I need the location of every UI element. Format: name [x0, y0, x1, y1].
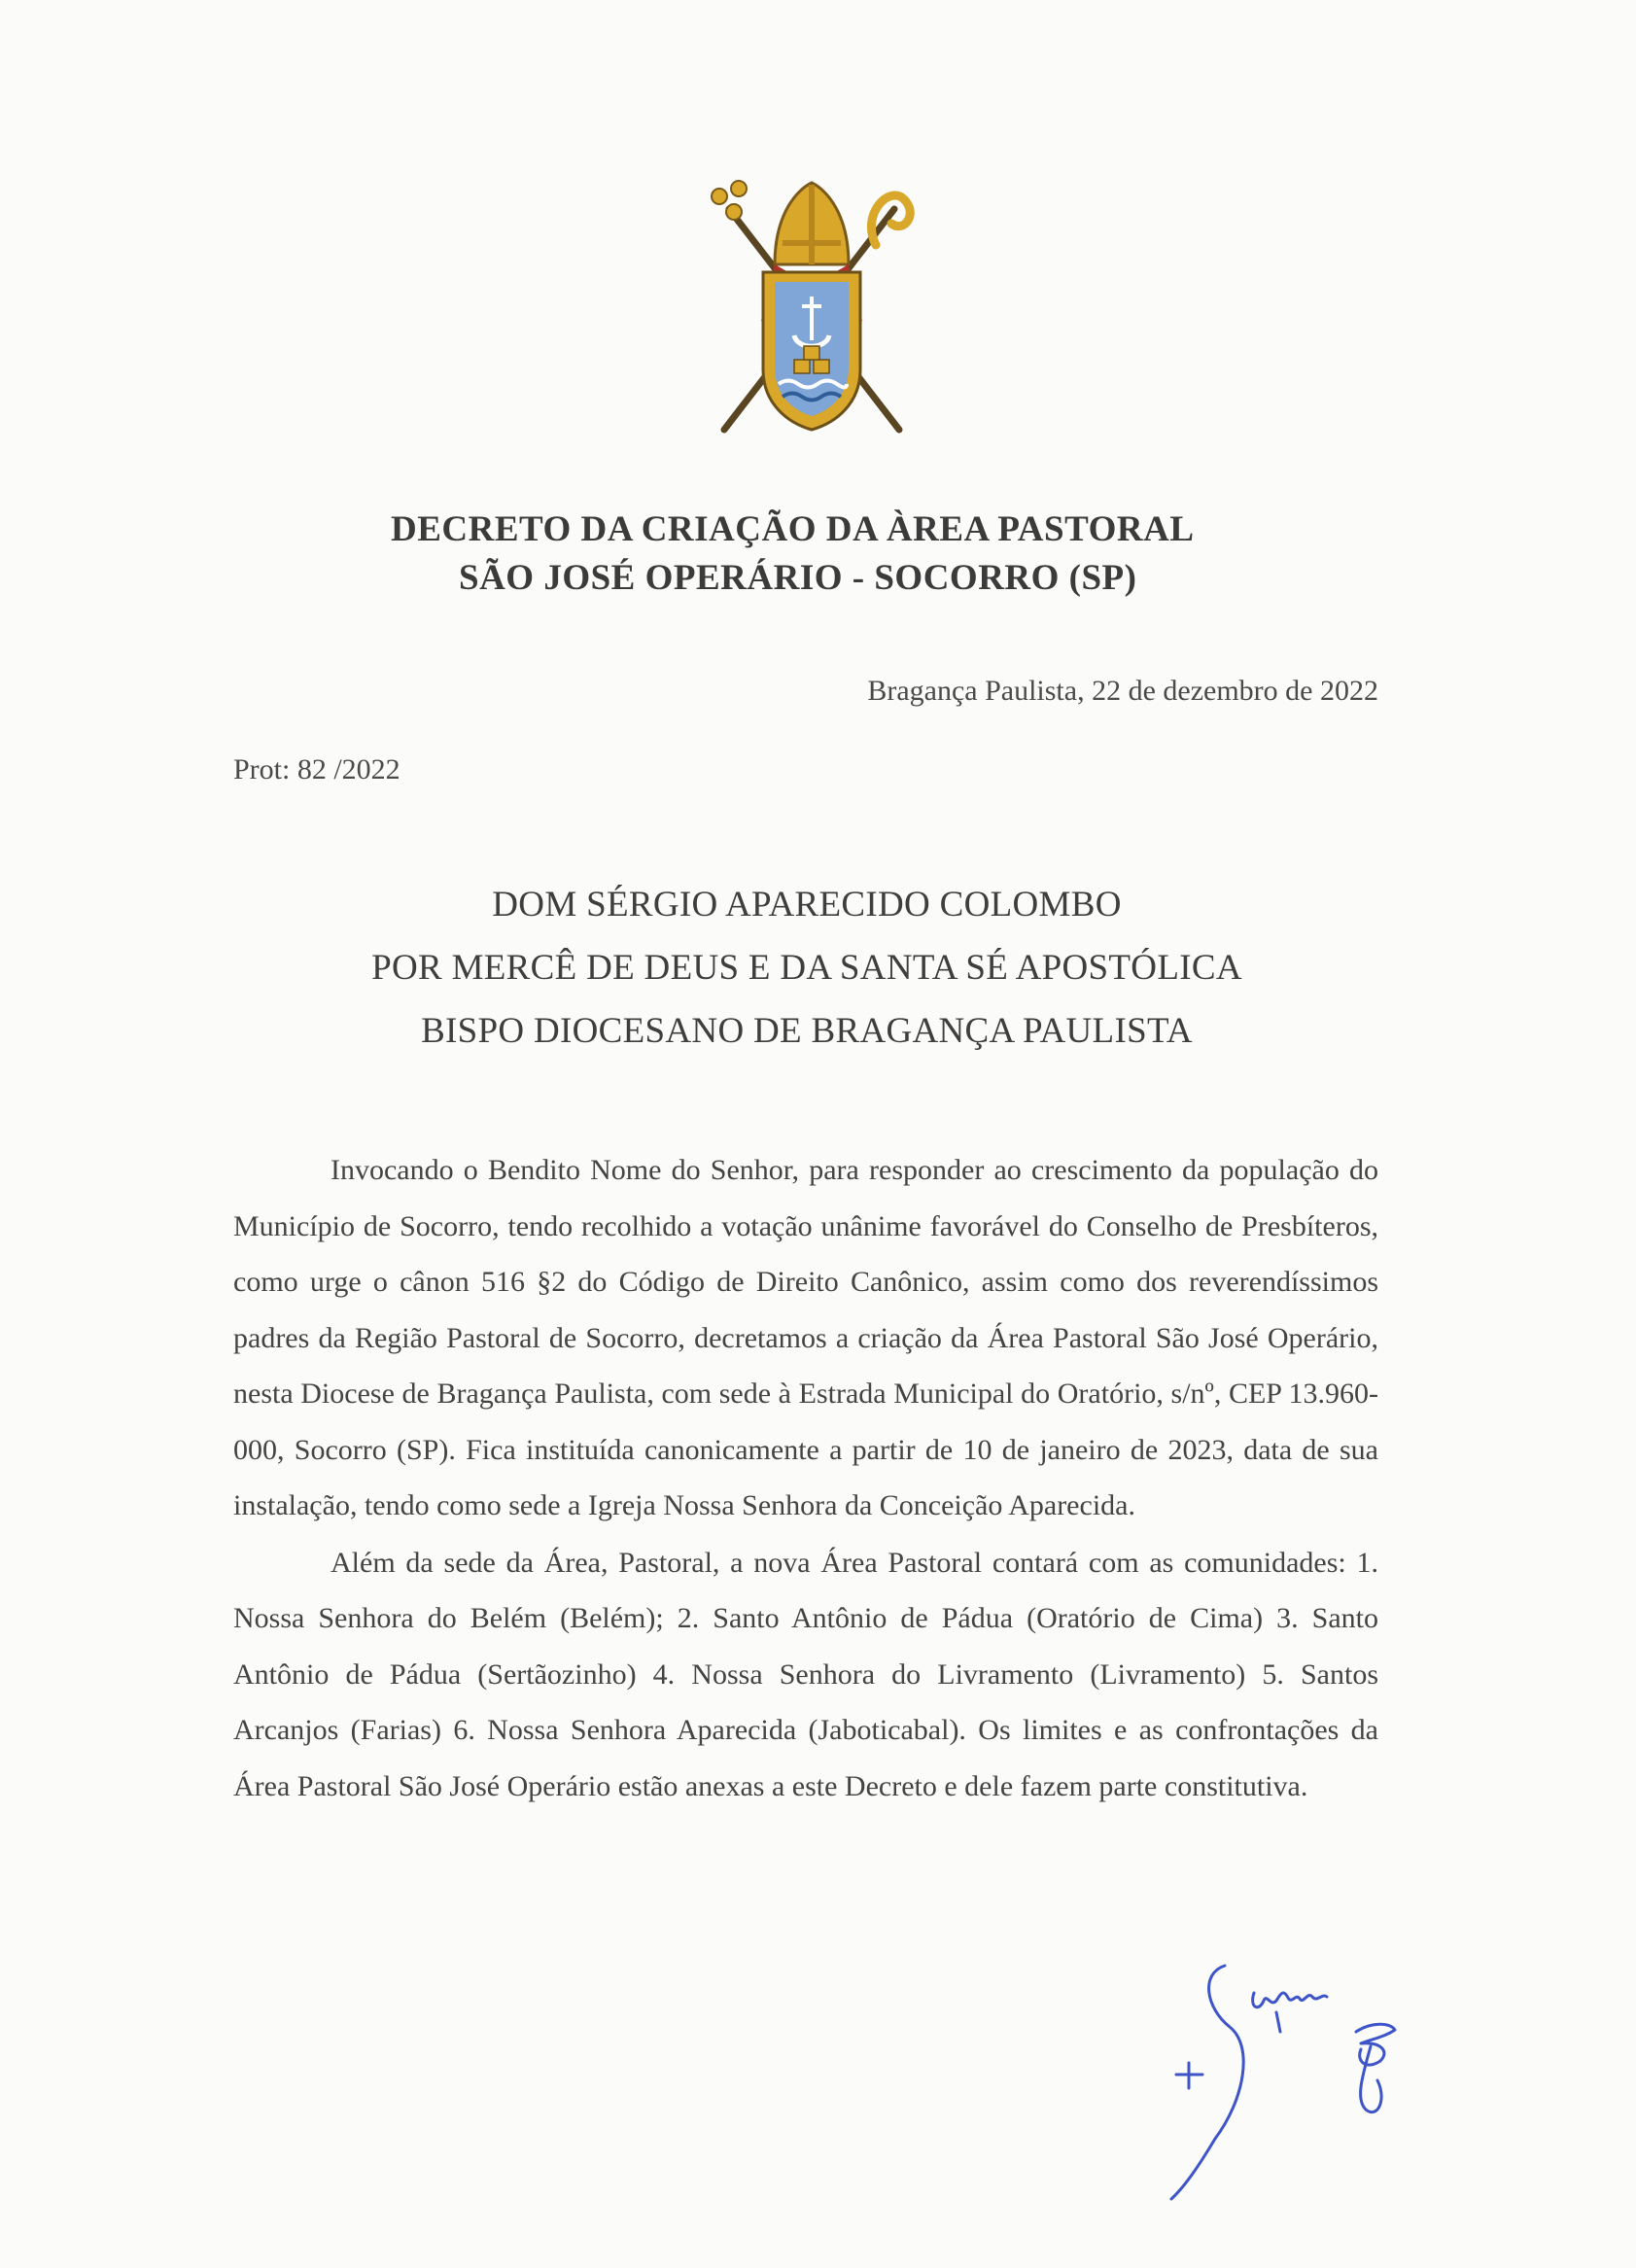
date-line: Bragança Paulista, 22 de dezembro de 2022 — [867, 675, 1378, 707]
decree-title-line-2: SÃO JOSÉ OPERÁRIO - SOCORRO (SP) — [459, 558, 1137, 598]
decree-title-line-1: DECRETO DA CRIAÇÃO DA ÀREA PASTORAL — [391, 509, 1195, 549]
decree-paragraph-2: Além da sede da Área, Pastoral, a nova Área Pastoral contará com as comunidades: 1. Nossa Senhora do Belém (Belém); 2. Santo Antônio de Pádua (Oratório de Cima) 3. Santo Antônio de Pádua (Sertãozinho) 4. Nossa Senhora do Livramento (Livramento) 5. Santos Arcanjos (Farias) 6. Nossa Senhora Aparecida (Jaboticabal). Os limites e as confrontações da Área Pastoral São José Operário estão anexas a este Decreto e dele fazem parte constitutiva. — [233, 1546, 1378, 1802]
protocol-number: Prot: 82 /2022 — [233, 753, 400, 785]
bishop-title: BISPO DIOCESANO DE BRAGANÇA PAULISTA — [421, 1011, 1193, 1051]
bishop-heading — [233, 873, 1380, 1063]
decree-body — [233, 1142, 1378, 1814]
bishop-authority: POR MERCÊ DE DEUS E DA SANTA SÉ APOSTÓLICA — [371, 948, 1242, 988]
decree-title — [369, 506, 1244, 603]
bishop-name: DOM SÉRGIO APARECIDO COLOMBO — [492, 885, 1122, 925]
decree-paragraph-1: Invocando o Bendito Nome do Senhor, para responder ao crescimento da população do Município de Socorro, tendo recolhido a votação unânime favorável do Conselho de Presbíteros, como urge o cânon 516 §2 do Código de Direito Canônico, assim como dos reverendíssimos padres da Região Pastoral de Socorro, decretamos a criação da Área Pastoral São José Operário, nesta Diocese de Bragança Paulista, com sede à Estrada Municipal do Oratório, s/nº, CEP 13.960-000, Socorro (SP). Fica instituída canonicamente a partir de 10 de janeiro de 2023, data de sua instalação, tendo como sede a Igreja Nossa Senhora da Conceição Aparecida. — [233, 1154, 1378, 1521]
handwritten-signature-icon — [1162, 1954, 1434, 2207]
diocesan-coat-of-arms-icon — [705, 175, 919, 437]
